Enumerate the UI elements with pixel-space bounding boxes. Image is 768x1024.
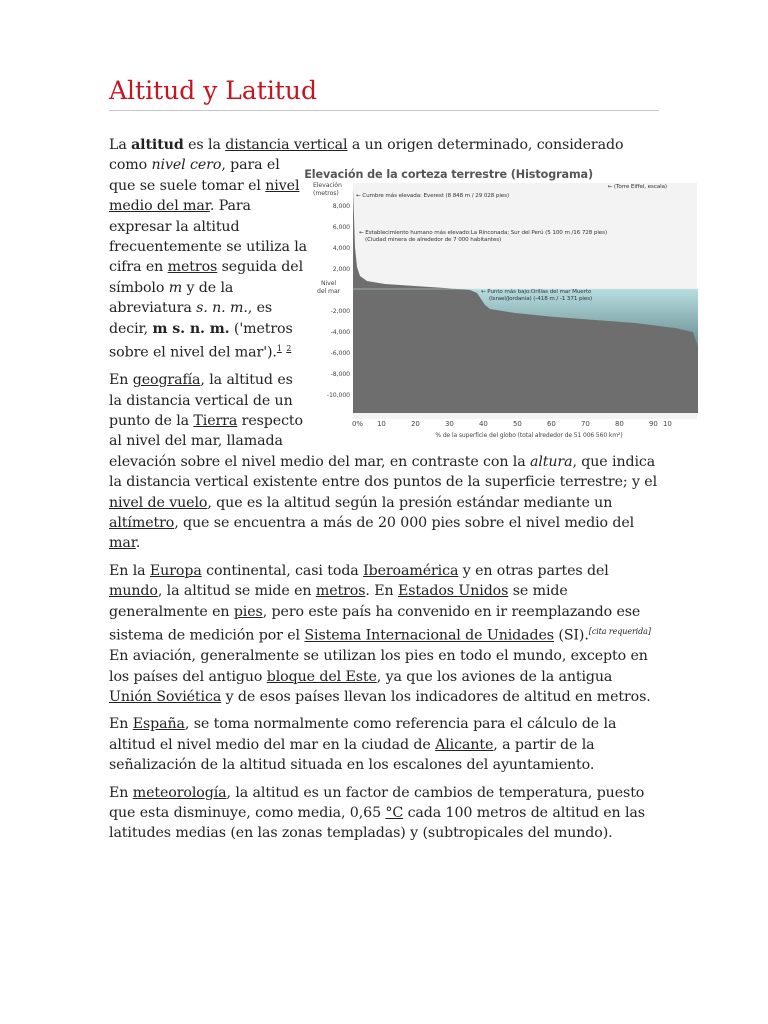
- svg-text:← (Torre Eiffel, escala): ← (Torre Eiffel, escala): [607, 184, 667, 191]
- paragraph-definition: La altitud es la distancia vertical a un origen determinado, considerado como Elevación de la corteza terrestre (Histograma) Elevación (metros) 8,000 6,000 4,000 2,000 Nivel del mar -2,000 -4,000 -6,000 -8,000 -10,000 0% 10 20 30 40 50 60 70 80 90 10 ← (Torre Eiffel, escala) ← Cumbre más elevada: Everest (8 848 m / 29 028 pies) ← Establecimiento humano más elevado:La Rinconada; Sur del Perú (5 100 m /16 728 pies) (Ciudad minera de alrededor de 7 000 habitantes) ← Punto más bajo:Orillas del mar Muerto (Israel/Jordania) (-418 m / -1 371 pies) % de la superficie del globo (total alrededor de 51 006 560 km²) nivel cero, para el que se suele tomar el nivel medio del mar. Para expresar la altitud frecuentemente se utiliza la cifra en metros seguida del símbolo m y de la abreviatura s. n. m., es decir, m s. n. m. ('metros sobre el nivel del mar').$^1$ $^2$: [109, 135, 659, 363]
- svg-text:Elevación: Elevación: [313, 182, 342, 190]
- svg-text:10: 10: [663, 420, 672, 429]
- svg-text:(Ciudad minera de alrededor de: (Ciudad minera de alrededor de 7 000 habitantes): [365, 237, 502, 244]
- svg-text:-4,000: -4,000: [330, 329, 350, 337]
- paragraph-unidades: En la Europa continental, casi toda Iberoamérica y en otras partes del mundo, la altitud se mide en metros. En Estados Unidos se mide generalmente en pies, pero este país ha convenido en ir reemplazando ese sistema de medición por el Sistema Internacional de Unidades (SI).[cita requerida] En aviación, generalmente se utilizan los pies en todo el mundo, excepto en los países del antiguo bloque del Este, ya que los aviones de la antigua Unión Soviética y de esos países llevan los indicadores de altitud en metros.: [109, 562, 651, 706]
- paragraph-geografia: En geografía, la altitud es la distancia vertical de un punto de la Tierra respecto al nivel del mar, llamada elevación sobre el nivel medio del mar, en contraste con la altura, que indica la distancia vertical existente entre dos puntos de la superficie terrestre; y el nivel de vuelo, que es la altitud según la presión estándar mediante un altímetro, que se encuentra a más de 20 000 pies sobre el nivel medio del mar.: [109, 372, 658, 552]
- link-metros[interactable]: metros: [167, 259, 218, 276]
- link-iberoamerica[interactable]: Iberoamérica: [363, 562, 459, 579]
- svg-text:6,000: 6,000: [332, 224, 350, 232]
- paragraph-meteorologia: En meteorología, la altitud es un factor de cambios de temperatura, puesto que esta disminuye, como media, 0,65 °C cada 100 metros de altitud en las latitudes medias (en las zonas templadas) y (subtropicales del mundo).: [109, 784, 645, 842]
- svg-text:70: 70: [581, 420, 590, 429]
- svg-text:-10,000: -10,000: [326, 392, 350, 400]
- svg-text:(Israel/Jordania) (-418 m / -1: (Israel/Jordania) (-418 m / -1 371 pies): [489, 296, 593, 303]
- link-mar[interactable]: mar: [109, 535, 136, 552]
- link-distancia-vertical[interactable]: distancia vertical: [225, 137, 348, 153]
- svg-text:0%: 0%: [352, 420, 363, 429]
- svg-text:50: 50: [513, 420, 522, 429]
- link-union-sovietica[interactable]: Unión Soviética: [109, 689, 222, 706]
- figure-title: Elevación de la corteza terrestre (Histograma): [304, 168, 593, 182]
- link-europa[interactable]: Europa: [149, 562, 202, 579]
- svg-text:(metros): (metros): [313, 190, 339, 198]
- svg-text:-2,000: -2,000: [330, 308, 350, 316]
- svg-text:30: 30: [445, 420, 454, 429]
- svg-text:← Cumbre más elevada: Everest: ← Cumbre más elevada: Everest (8 848 m / 29 028 pies): [356, 193, 510, 200]
- link-altimetro[interactable]: altímetro: [109, 515, 175, 532]
- link-tierra[interactable]: Tierra: [193, 413, 238, 430]
- svg-text:4,000: 4,000: [332, 245, 350, 253]
- svg-text:90: 90: [649, 420, 658, 429]
- svg-text:60: 60: [547, 420, 556, 429]
- svg-text:10: 10: [377, 420, 386, 429]
- svg-text:2,000: 2,000: [332, 266, 350, 274]
- link-estados-unidos[interactable]: Estados Unidos: [397, 583, 509, 600]
- article: [109, 72, 672, 851]
- citation-1[interactable]: 1: [276, 344, 282, 354]
- svg-text:20: 20: [411, 420, 420, 429]
- svg-text:8,000: 8,000: [332, 203, 350, 211]
- link-alicante[interactable]: Alicante: [435, 736, 494, 753]
- svg-text:← Establecimiento humano más e: ← Establecimiento humano más elevado:La Rinconada; Sur del Perú (5 100 m /16 728 pies): [359, 230, 608, 237]
- svg-text:← Punto más bajo:Orillas del m: ← Punto más bajo:Orillas del mar Muerto: [481, 289, 592, 296]
- page-title: Altitud y Latitud: [109, 72, 659, 111]
- figure-x-label: % de la superficie del globo (total alrededor de 51 006 560 km²): [435, 432, 623, 440]
- link-nivel-de-vuelo[interactable]: nivel de vuelo: [109, 494, 208, 511]
- link-geografia[interactable]: geografía: [132, 372, 201, 389]
- link-pies[interactable]: pies: [233, 603, 263, 620]
- link-espana[interactable]: España: [132, 716, 185, 733]
- link-meteorologia[interactable]: meteorología: [132, 784, 227, 801]
- svg-text:del mar: del mar: [317, 288, 341, 296]
- link-metros-2[interactable]: metros: [315, 583, 366, 600]
- citation-2[interactable]: 2: [286, 344, 292, 354]
- link-mundo[interactable]: mundo: [109, 583, 158, 600]
- svg-text:-6,000: -6,000: [330, 350, 350, 358]
- svg-text:40: 40: [479, 420, 488, 429]
- svg-text:Nivel: Nivel: [321, 280, 337, 288]
- paragraph-espana: En España, se toma normalmente como referencia para el cálculo de la altitud el nivel medio del mar en la ciudad de Alicante, a partir de la señalización de la altitud situada en los escalones del ayuntamiento.: [109, 716, 617, 774]
- citation-needed[interactable]: [cita requerida]: [588, 627, 651, 637]
- svg-text:-8,000: -8,000: [330, 371, 350, 379]
- link-bloque-del-este[interactable]: bloque del Este: [266, 668, 377, 685]
- link-sistema-internacional[interactable]: Sistema Internacional de Unidades: [304, 627, 554, 644]
- link-grados-celsius[interactable]: °C: [385, 805, 404, 822]
- elevation-histogram-figure: [304, 157, 672, 440]
- svg-text:80: 80: [615, 420, 624, 429]
- link-nivel-medio-del-mar[interactable]: nivel medio del mar: [109, 177, 300, 215]
